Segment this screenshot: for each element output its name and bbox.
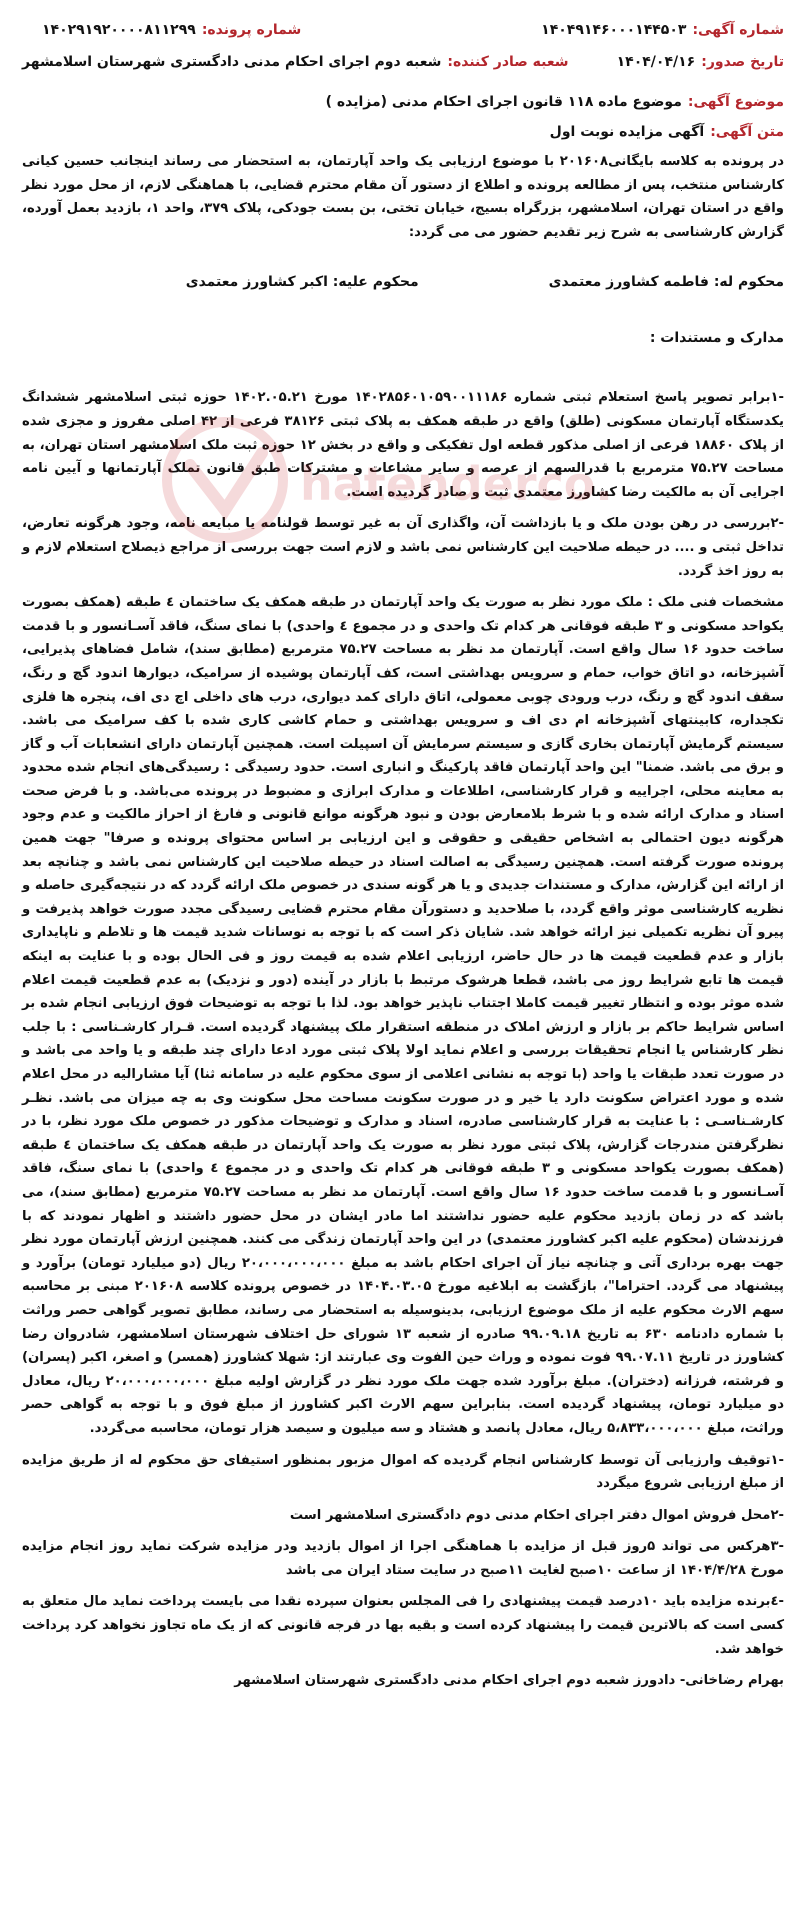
condition-1: -۱توقیف وارزیابی آن توسط کارشناس انجام گردیده که اموال مزبور بمنظور استیفای حق محکوم له از طریق مزایده از مبلغ ارزیابی شروع میگردد	[22, 1452, 784, 1492]
doc-item-2: -۲بررسی در رهن بودن ملک و یا بازداشت آن، واگذاری آن به غیر توسط قولنامه یا مبایعه نامه، وجود هرگونه تعارض، تداخل ثبتی و .... در حیطه صلاحیت این کارشناس نمی باشد و لازم است جهت بررسی از مراجع ذیصلاح استعلام لازم و به روز اخذ گردد.	[22, 516, 784, 579]
issue-date-label: تاریخ صدور:	[701, 54, 784, 70]
notice-number-value: ۱۴۰۴۹۱۴۶۰۰۰۱۴۴۵۰۳	[541, 22, 687, 38]
header-row-1	[22, 22, 784, 54]
notice-number-label: شماره آگهی:	[692, 22, 784, 38]
issuer-value: شعبه دوم اجرای احکام مدنی دادگستری شهرستان اسلامشهر	[22, 54, 442, 70]
subject-value: موضوع ماده ۱۱۸ قانون اجرای احکام مدنی (مزایده )	[325, 94, 682, 110]
condition-4: -٤برنده مزایده باید ۱۰درصد قیمت پیشنهادی را فی المجلس بعنوان سپرده نقدا می بایست پرداخت نماید مال متعلق به کسی است که بالاترین قیمت را پیشنهاد کرده است و بقیه بها در فرجه قانونی که از یک ماه تجاوز نخواهد کرد پرداخت خواهد شد.	[22, 1594, 785, 1657]
issuer	[22, 54, 569, 70]
case-number-label: شماره پرونده:	[201, 22, 302, 38]
header-row-2	[22, 54, 784, 86]
condition-3: -۳هرکس می تواند ۵روز قبل از مزایده با هماهنگی اجرا از اموال بازدید ودر مزایده شرکت نماید روز انجام مزایده مورخ ۱۴۰۴/۴/۲۸ از ساعت ۱۰صبح لغایت ۱۱صبح در سایت ستاد ایران می باشد	[22, 1539, 785, 1578]
parties-row	[22, 274, 784, 290]
subject-line	[22, 94, 784, 110]
documents-title: مدارک و مستندات :	[649, 330, 784, 347]
doc-item-1: -۱برابر تصویر پاسخ استعلام ثبتی شماره ۱۴۰۲۸۵۶۰۱۰۵۹۰۰۱۱۱۸۶ مورخ ۱۴۰۲.۰۵.۲۱ حوزه ثبتی اسلامشهر ششدانگ یکدستگاه آپارتمان مسکونی (طلق) واقع در طبقه همکف به پلاک ثبتی ۳۸۱۲۶ فرعی از ۴۲ اصلی مفروز و مجزی شده از پلاک ۱۸۸۶۰ فرعی از اصلی مذکور قطعه اول تفکیکی و واقع در بخش ۱۲ حوزه ثبت ملک اسلامشهر استان تهران، به مساحت ۷۵.۲۷ مترمربع با قدرالسهم از عرصه و سایر مشاعات و مشترکات طبق قانون تملک آپارتمانها و آیین نامه اجرایی آن به مالکیت رضا کشاورز معتمدی ثبت و صادر گردیده است.	[22, 390, 784, 500]
text-header-line	[22, 124, 784, 140]
plaintiff: محکوم له: فاطمه کشاورز معتمدی	[548, 274, 784, 291]
issuer-label: شعبه صادر کننده:	[447, 54, 569, 70]
text-header-label: متن آگهی:	[710, 124, 784, 140]
subject-label: موضوع آگهی:	[687, 94, 784, 110]
case-number-value: ۱۴۰۲۹۱۹۲۰۰۰۰۸۱۱۲۹۹	[42, 22, 196, 38]
watermark-text: hatenderco.	[300, 457, 610, 511]
condition-2: -۲محل فروش اموال دفتر اجرای احکام مدنی دوم دادگستری اسلامشهر است	[289, 1507, 784, 1523]
notice-number	[541, 22, 784, 38]
case-number	[42, 22, 301, 38]
defendant: محکوم علیه: اکبر کشاورز معتمدی	[185, 274, 419, 291]
intro-paragraph: در پرونده به کلاسه بایگانی۲۰۱۶۰۸ با موضوع ارزیابی یک واحد آپارتمان، به استحضار می رساند اینجانب حسین کیانی کارشناس منتخب، پس از مطالعه پرونده و اطلاع از دستور آن مقام محترم قضایی، با هماهنگی لازم، از محل مورد نظر واقع در استان تهران، اسلامشهر، بزرگراه بسیج، خیابان تختی، بن بست جودکی، پلاک ۳۷۹، واحد ۱، بازدید بعمل آورده، گزارش کارشناسی به شرح زیر تقدیم حضور می می گردد:	[22, 154, 784, 240]
issue-date-value: ۱۴۰۴/۰۴/۱۶	[616, 54, 696, 70]
signature: بهرام رضاخانی- دادورز شعبه دوم اجرای احکام مدنی دادگستری شهرستان اسلامشهر	[234, 1673, 784, 1689]
issue-date	[617, 54, 784, 70]
text-header-value: آگهی مزایده نوبت اول	[549, 124, 705, 140]
technical-paragraph: مشخصات فنی ملک : ملک مورد نظر به صورت یک واحد آپارتمان در طبقه همکف یک ساختمان ٤ طبقه (همکف بصورت یکواحد مسکونی و ۳ طبقه فوقانی هر کدام تک واحدی و در مجموع ٤ واحدی) با نمای سنگ، فاقد آسـانسور و با قدمت ساخت حدود ۱۶ سال واقع است. آپارتمان مد نظر به مساحت ۷۵.۲۷ مترمربع (مطابق سند)، شامل فضاهای پذیرایی، آشپزخانه، دو اتاق خواب، حمام و سرویس بهداشتی است، کف آپارتمان پوشیده از سرامیک، دیوارها اندود گچ و رنگ، سقف اندود گچ و رنگ، درب ورودی چوبی معمولی، اتاق دارای کمد دیواری، درب های داخلی اچ دی اف، پنجره ها فلزی تکجداره، کابینتهای آشپزخانه ام دی اف و سرویس بهداشتی و حمام کاشی کاری شده با کف سرامیک می باشد. سیستم گرمایش آپارتمان بخاری گازی و سیستم سرمایش آن اسپیلت است. همچنین آپارتمان دارای انشعابات آب و گاز و برق می باشد. ضمنا" این واحد آپارتمان فاقد پارکینگ و انباری است. حدود رسیدگی : رسیدگی‌های انجام شده محدود به معاینه محلی، اجراییه و قرار کارشناسی، اطلاعات و مدارک ابرازی و مضبوط در پرونده می‌باشد. و با فرض صحت اسناد و مدارک ارائه شده و با شرط بلامعارض بودن و نبود هرگونه موانع قانونی و فارغ از احراز مالکیت و عدم وجود هرگونه دیون احتمالی به اشخاص حقیقی و حقوقی و این ارزیابی بر اساس محتوای پرونده و صرفا" جهت همین پرونده صورت گرفته است. همچنین رسیدگی به اصالت اسناد در حیطه صلاحیت این کارشناس نمی باشد و چنانچه بعد از ارائه این گزارش، مدارک و مستندات جدیدی و یا هر گونه سندی در خصوص ملک ارائه گردد که در نتیجه‌گیری حاصله و نظریه کارشناسی موثر واقع گردد، با صلاحدید و دستورآن مقام محترم قضایی رسیدگی مجدد صورت خواهد پذیرفت و پیرو آن نظریه تکمیلی نیز ارائه خواهد شد. شایان ذکر است که با توجه به نوسانات شدید قیمت ها و تلاطم و ناپایداری بازار و عدم قطعیت قیمت ها در حال حاضر، ارزیابی اعلام شده به قیمت روز و فی الحال بوده و با عنایت به اینکه قیمت ها تابع شرایط روز می باشد، قطعا هرشوک مرتبط با بازار در آینده (دور و نزدیک) به عدم قطعیت قیمت اعلام شده موثر بوده و انتظار تغییر قیمت کاملا اجتناب ناپذیر خواهد بود. لذا با توجه به توضیحات فوق ارزیابی انجام شده بر اساس شرایط حاکم بر بازار و ارزش املاک در منطقه استقرار ملک پیشنهاد گردیده است. قـرار کارشـناسی : با جلب نظر کارشناس یا انجام تحقیقات بررسی و اعلام نماید اولا پلاک ثبتی مورد ادعا دارای چند طبقه و یا واحد می باشد و در صورت تعدد طبقات یا واحد (با توجه به نشانی اعلامی از سوی محکوم علیه در سامانه ثنا) آیا مشارالیه در محل اعلام شده و مورد اعتراض سکونت دارد یا خیر و در صورت سکونت مساحت محل سکونت وی به چه میزان می باشد. نظـر کارشـناسـی : با عنایت به قرار کارشناسی صادره، اسناد و مدارک و توضیحات مذکور در خصوص ملک مورد نظر، با در نظرگرفتن مندرجات گزارش، پلاک ثبتی مورد نظر به صورت یک واحد آپارتمان در طبقه همکف یک ساختمان ٤ طبقه (همکف بصورت یکواحد مسکونی و ۳ طبقه فوقانی هر کدام تک واحدی و در مجموع ٤ واحدی) با نمای سنگ، فاقد آسـانسور و با قدمت ساخت حدود ۱۶ سال واقع است. آپارتمان مد نظر به مساحت ۷۵.۲۷ مترمربع (مطابق سند)، می باشد که در زمان بازدید محکوم علیه حضور نداشتند اما مادر ایشان در محل حضور داشتند و اظهار نمودند که با فرزندشان (محکوم علیه اکبر کشاورز معتمدی) در این واحد آپارتمان زندگی می کنند. همچنین ارزش آپارتمان مورد نظر جهت بهره برداری آتی و چنانچه نیاز آن اجرای احکام باشد به مبلغ ۲۰،۰۰۰،۰۰۰،۰۰۰ ریال (دو میلیارد تومان) برآورد و پیشنهاد می گردد. احتراما"، بازگشت به ابلاغیه مورخ ۱۴۰۴.۰۳.۰۵ در خصوص پرونده کلاسه ۲۰۱۶۰۸ مبنی بر محاسبه سهم الارث محکوم علیه از ملک موضوع ارزیابی، بدینوسیله به استحضار می رساند، مطابق تصویر گواهی حصر وراثت با شماره دادنامه ۶۳۰ به تاریخ ۹۹.۰۹.۱۸ صادره از شعبه ۱۳ شورای حل اختلاف شهرستان اسلامشهر، شادروان رضا کشاورز در تاریخ ۹۹.۰۷.۱۱ فوت نموده و وراث حین الفوت وی عبارتند از: شهلا کشاورز (همسر) و اصغر، اکبر (پسران) و فرشته، فرزانه (دختران). مبلغ برآورد شده جهت ملک مورد نظر در گزارش اولیه مبلغ ۲۰،۰۰۰،۰۰۰،۰۰۰ ریال، معادل دو میلیارد تومان، پیشنهاد گردیده است. بنابراین سهم الارث اکبر کشاورز از مبلغ فوق و با توجه به گواهی حصر وراثت، مبلغ ۵،۸۳۳،۰۰۰،۰۰۰ ریال، معادل پانصد و هشتاد و سه میلیون و سیصد هزار تومان، محاسبه می‌گردد.	[22, 595, 785, 1436]
